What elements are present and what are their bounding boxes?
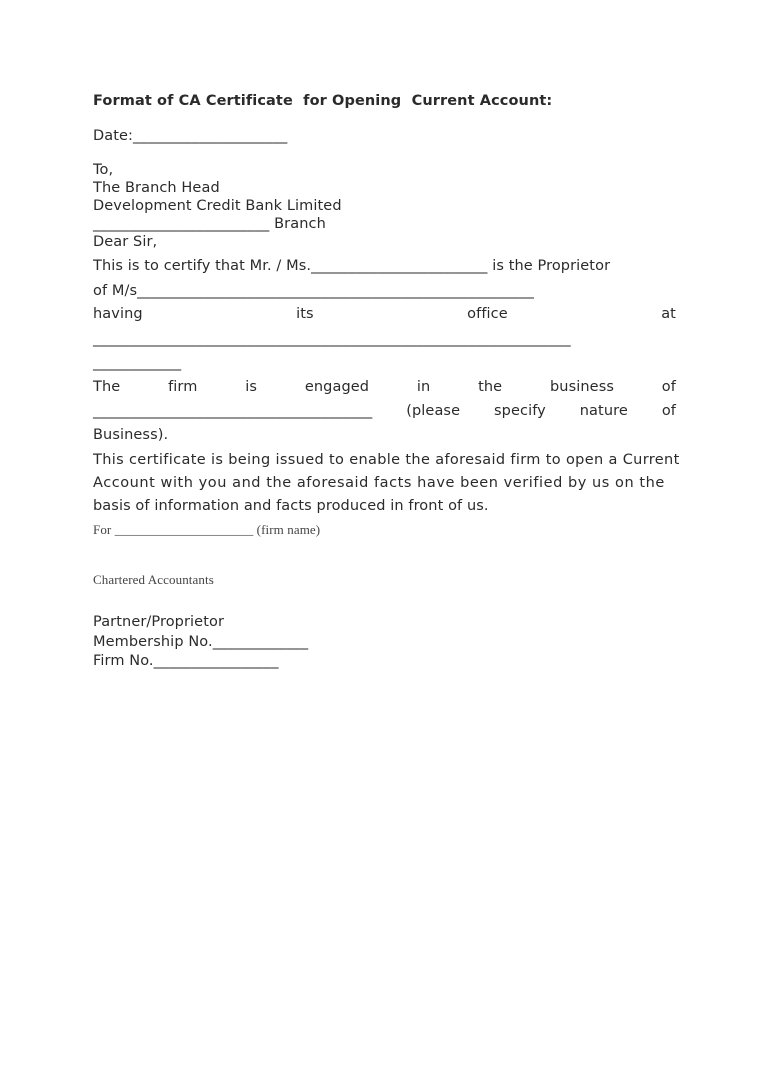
word: of: [661, 403, 676, 419]
paragraph-line-2: Account with you and the aforesaid facts have been verified by us on the: [93, 475, 665, 491]
office-address-blank: _________________________________________________________________: [93, 331, 571, 347]
firm-number: Firm No._________________: [93, 653, 279, 669]
office-address-blank-cont: ____________: [93, 355, 182, 371]
word: of: [661, 379, 676, 395]
word: its: [296, 306, 314, 322]
address-bank-name: Development Credit Bank Limited: [93, 198, 342, 214]
word: business: [550, 379, 614, 395]
firm-name-line: of M/s______________________________________________________: [93, 283, 535, 299]
business-line-end: Business).: [93, 427, 169, 443]
word: (please: [406, 403, 461, 419]
business-line: [93, 378, 676, 396]
chartered-accountants: Chartered Accountants: [93, 572, 214, 587]
word: engaged: [304, 379, 370, 395]
word: firm: [168, 379, 198, 395]
date-field: Date:_____________________: [93, 128, 288, 144]
word: at: [661, 306, 676, 322]
paragraph-line-1: This certificate is being issued to enable the aforesaid firm to open a Current: [93, 452, 680, 468]
office-address-line: [93, 305, 676, 323]
word: is: [245, 379, 258, 395]
word: The: [93, 379, 121, 395]
word: in: [416, 379, 431, 395]
address-to: To,: [93, 162, 114, 178]
paragraph-line-3: basis of information and facts produced in front of us.: [93, 498, 489, 514]
partner-proprietor: Partner/Proprietor: [93, 614, 225, 630]
salutation: Dear Sir,: [93, 234, 158, 250]
business-nature-line: [93, 402, 676, 420]
for-firm-line: For _____________________ (firm name): [93, 522, 321, 537]
business-blank: ______________________________________: [93, 403, 373, 419]
word: office: [467, 306, 508, 322]
word: having: [93, 306, 143, 322]
word: specify: [494, 403, 546, 419]
membership-number: Membership No._____________: [93, 634, 309, 650]
address-branch-head: The Branch Head: [93, 180, 220, 196]
word: nature: [579, 403, 628, 419]
address-branch-line: ________________________ Branch: [93, 216, 326, 232]
word: the: [478, 379, 503, 395]
certify-line: This is to certify that Mr. / Ms.________________________ is the Proprietor: [93, 258, 611, 274]
document-title: Format of CA Certificate for Opening Current Account:: [93, 93, 553, 109]
